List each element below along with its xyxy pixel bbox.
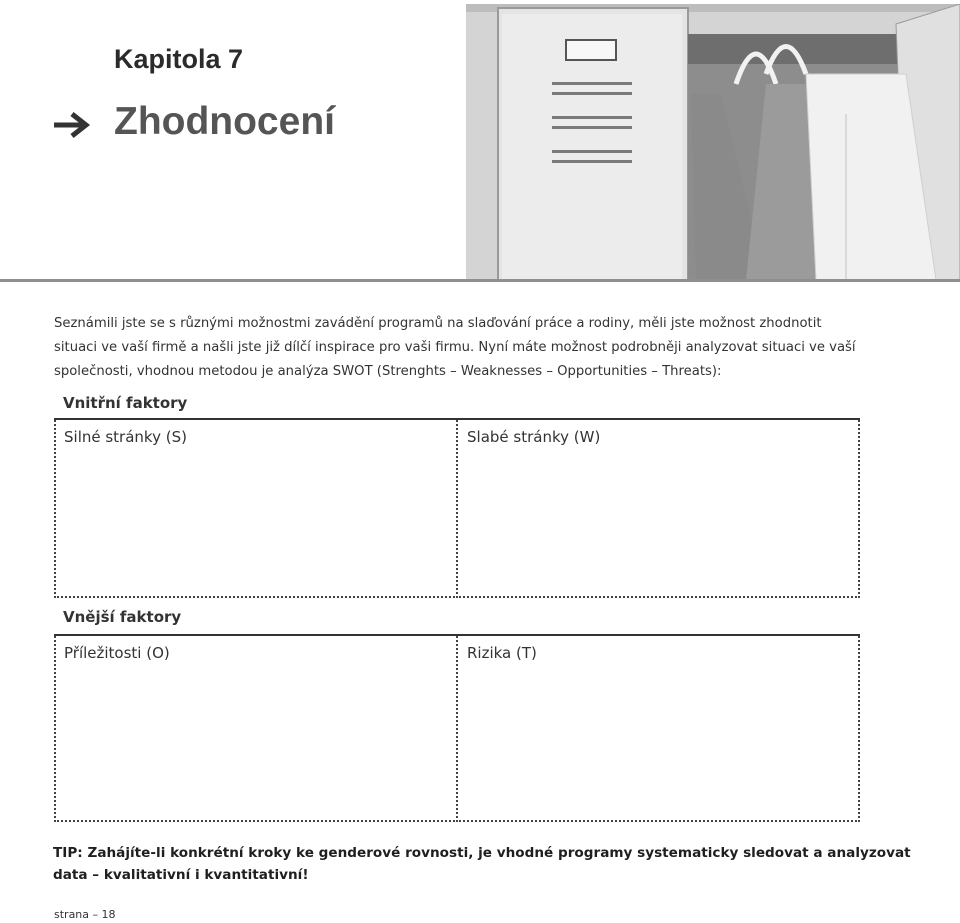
opportunities-label: Příležitosti (O): [64, 644, 170, 662]
threats-box[interactable]: [456, 636, 860, 822]
threats-label: Rizika (T): [467, 644, 537, 662]
page-number: strana – 18: [54, 908, 116, 921]
locker-photo: [466, 4, 960, 280]
strengths-label: Silné stránky (S): [64, 428, 187, 446]
external-factors-label: Vnější faktory: [63, 608, 182, 626]
tip-text: Zahájíte-li konkrétní kroky ke genderové rovnosti, je vhodné programy systematicky sledovat a analyzovat data – kvalitativní i kvantitativní!: [53, 845, 911, 883]
weaknesses-label: Slabé stránky (W): [467, 428, 601, 446]
header-divider: [0, 279, 960, 282]
tip-paragraph: [53, 842, 913, 886]
arrow-right-icon: [52, 110, 92, 140]
chapter-label: Kapitola 7: [114, 44, 244, 74]
tip-prefix: TIP:: [53, 845, 83, 861]
strengths-box[interactable]: [54, 420, 458, 598]
page-title: Zhodnocení: [114, 100, 335, 143]
opportunities-box[interactable]: [54, 636, 458, 822]
internal-factors-label: Vnitřní faktory: [63, 394, 188, 412]
weaknesses-box[interactable]: [456, 420, 860, 598]
intro-paragraph: Seznámili jste se s různými možnostmi zavádění programů na slaďování práce a rodiny, měli jste možnost zhodnotit situaci ve vaší firmě a našli jste již dílčí inspirace pro vaši firmu. Nyní máte možnost podrobněji analyzovat situaci ve vaší společnosti, vhodnou metodou je analýza SWOT (Strenghts – Weaknesses – Opportunities – Threats):: [54, 316, 856, 379]
